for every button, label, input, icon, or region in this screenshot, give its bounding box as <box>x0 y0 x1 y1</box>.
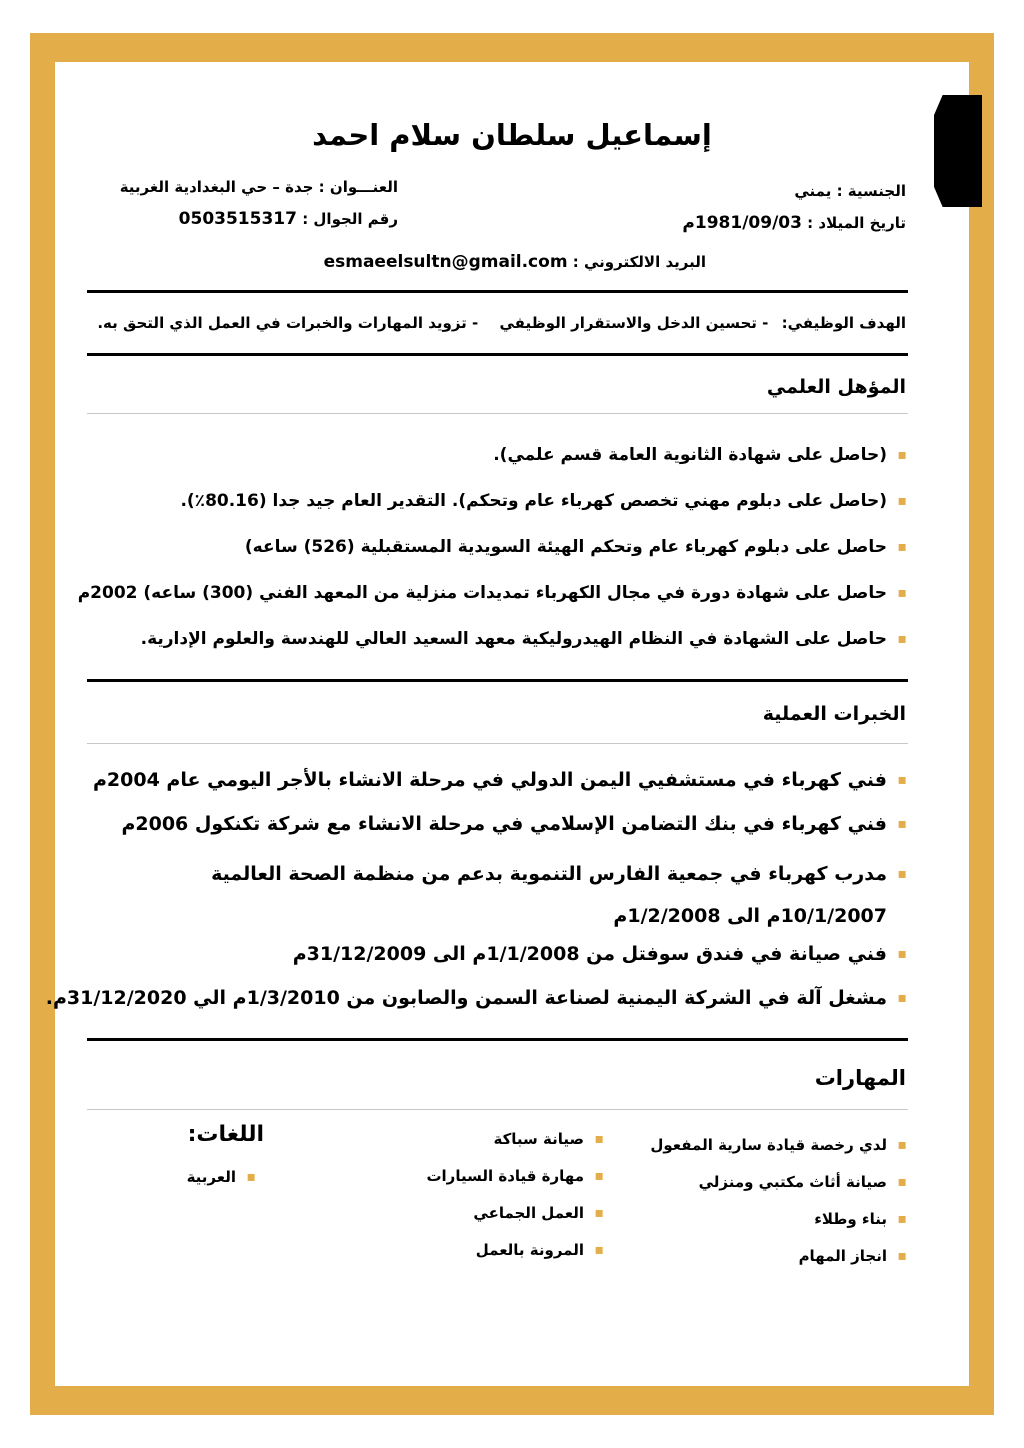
list-item: ▪ المرونة بالعمل <box>475 1241 604 1259</box>
objective-label: الهدف الوظيفي: <box>781 314 906 332</box>
birth-row <box>682 213 906 233</box>
divider <box>87 353 908 356</box>
objective-item: - تحسين الدخل والاستقرار الوظيفي <box>499 314 769 332</box>
list-item: ▪ لدي رخصة قيادة سارية المفعول <box>650 1136 907 1154</box>
list-item: ▪ فني كهرباء في بنك التضامن الإسلامي في مرحلة الانشاء مع شركة تكنكول 2006م <box>121 813 907 835</box>
list-item: ▪ بناء وطلاء <box>814 1210 907 1228</box>
career-objective <box>89 314 906 332</box>
address-row <box>120 178 398 196</box>
divider <box>87 290 908 293</box>
nationality-value: يمني <box>794 182 832 200</box>
list-item: ▪ مدرب كهرباء في جمعية الفارس التنموية بدعم من منظمة الصحة العالمية 10/1/2007م الى 1/2/2008م <box>211 863 907 927</box>
address-label: العنـــوان : <box>318 178 398 196</box>
list-item: ▪ فني كهرباء في مستشفيي اليمن الدولي في مرحلة الانشاء بالأجر اليومي عام 2004م <box>92 769 907 791</box>
list-item: ▪ (حاصل على شهادة الثانوية العامة قسم علمي). <box>493 445 907 465</box>
person-name: إسماعيل سلطان سلام احمد <box>312 118 712 152</box>
experience-title: الخبرات العملية <box>762 703 906 725</box>
list-item: ▪ صيانة أثاث مكتبي ومنزلي <box>698 1173 907 1191</box>
list-item: ▪ (حاصل على دبلوم مهني تخصص كهرباء عام وتحكم). التقدير العام جيد جدا (80.16٪). <box>180 491 907 511</box>
nationality-label: الجنسية : <box>836 182 906 200</box>
list-item: ▪ حاصل على شهادة دورة في مجال الكهرباء تمديدات منزلية من المعهد الفني (300) ساعه) 2002م <box>77 583 907 603</box>
list-item: ▪ مشغل آلة في الشركة اليمنية لصناعة السمن والصابون من 1/3/2010م الي 31/12/2020م. <box>45 987 907 1009</box>
divider <box>87 1038 908 1041</box>
list-item: ▪ حاصل على الشهادة في النظام الهيدروليكية معهد السعيد العالي للهندسة والعلوم الإدارية. <box>140 629 907 649</box>
languages-title: اللغات: <box>187 1122 264 1147</box>
divider <box>87 1109 908 1110</box>
nationality-row <box>794 182 906 200</box>
education-list <box>78 440 907 670</box>
birth-value: 1981/09/03م <box>682 213 802 233</box>
phone-value: 0503515317 <box>178 209 297 229</box>
email-label: البريد الالكتروني : <box>572 253 706 271</box>
divider <box>87 413 908 414</box>
address-value: جدة – حي البغدادية الغربية <box>119 178 314 196</box>
divider <box>87 743 908 744</box>
list-item: ▪ مهارة قيادة السيارات <box>426 1167 604 1185</box>
skills-list-1 <box>650 1133 907 1281</box>
skills-title: المهارات <box>814 1066 906 1090</box>
email-row <box>324 252 706 272</box>
list-item: ▪ العربية <box>186 1168 256 1186</box>
experience-list <box>46 765 907 1027</box>
education-title: المؤهل العلمي <box>766 376 906 398</box>
email-value: esmaeelsultn@gmail.com <box>323 252 568 272</box>
list-item: ▪ حاصل على دبلوم كهرباء عام وتحكم الهيئة السويدية المستقبلية (526) ساعه) <box>244 537 907 557</box>
phone-label: رقم الجوال : <box>302 210 398 228</box>
list-item: ▪ العمل الجماعي <box>473 1204 604 1222</box>
languages-list <box>187 1165 256 1202</box>
list-item: ▪ فني صيانة في فندق سوفتل من 1/1/2008م الى 31/12/2009م <box>292 943 907 965</box>
list-item: ▪ انجاز المهام <box>798 1247 907 1265</box>
divider <box>87 679 908 682</box>
objective-item: - تزويد المهارات والخبرات في العمل الذي التحق به. <box>97 314 479 332</box>
birth-label: تاريخ الميلاد : <box>807 214 906 232</box>
phone-row <box>179 209 398 229</box>
skills-list-2 <box>426 1127 604 1275</box>
list-item: ▪ صيانة سباكة <box>493 1130 604 1148</box>
